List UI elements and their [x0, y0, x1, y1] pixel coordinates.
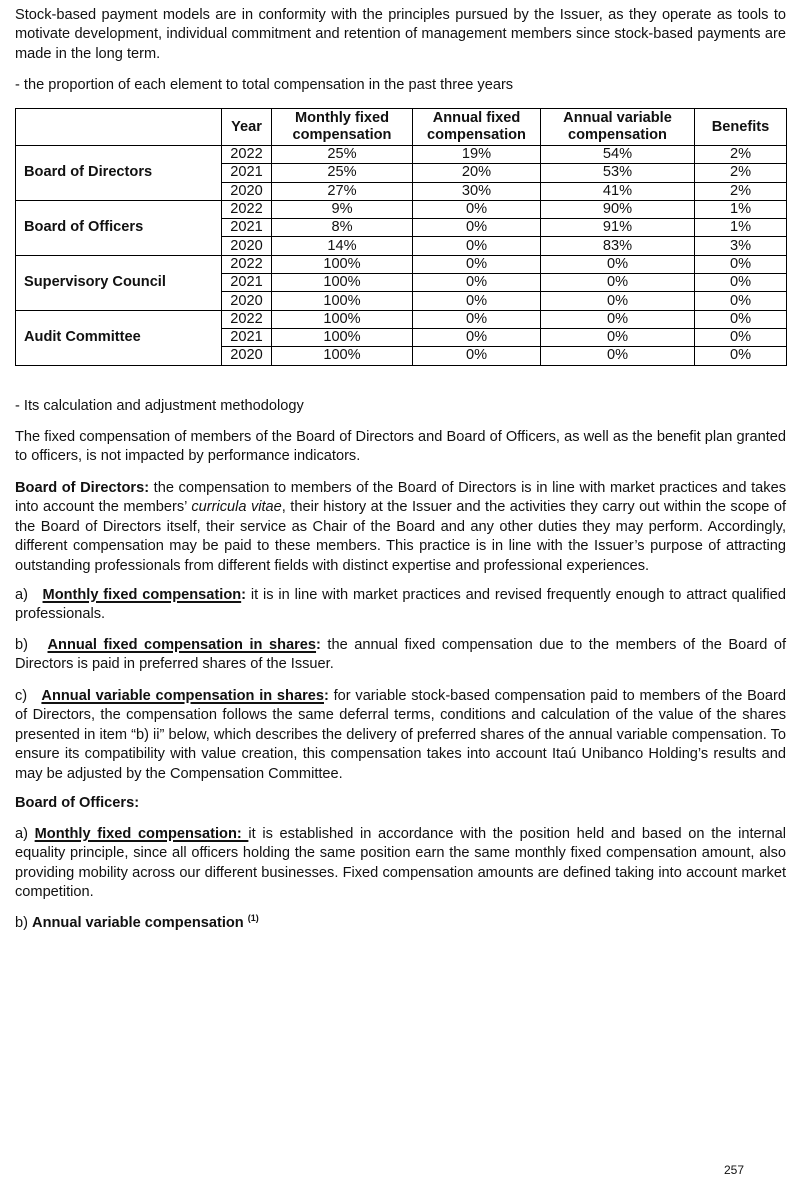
cell-benefits: 3%: [695, 237, 787, 255]
group-audit-committee: Audit Committee: [16, 310, 222, 365]
item-title: Monthly fixed compensation:: [34, 826, 249, 842]
cell-year: 2020: [222, 182, 272, 200]
directors-item-b: b) Annual fixed compensation in shares: the annual fixed compensation due to the members of the Board of Directors is paid in preferred shares of the Issuer.: [15, 637, 786, 673]
cell-annual-variable: 41%: [541, 182, 695, 200]
cell-benefits: 1%: [695, 219, 787, 237]
group-supervisory-council: Supervisory Council: [16, 255, 222, 310]
cell-year: 2022: [222, 146, 272, 164]
fixed-compensation-paragraph: The fixed compensation of members of the Board of Directors and Board of Officers, as well as the benefit plan granted to officers, is not impacted by performance indicators.: [15, 429, 786, 465]
board-of-officers-heading: Board of Officers:: [15, 795, 140, 811]
cell-annual-variable: 0%: [541, 328, 695, 346]
table-row: [16, 146, 787, 164]
cell-annual-fixed: 0%: [413, 310, 541, 328]
cell-year: 2020: [222, 347, 272, 365]
cell-year: 2021: [222, 274, 272, 292]
cell-annual-fixed: 0%: [413, 200, 541, 218]
cell-annual-fixed: 20%: [413, 164, 541, 182]
cell-benefits: 0%: [695, 328, 787, 346]
group-board-of-directors: Board of Directors: [16, 146, 222, 201]
header-benefits: Benefits: [695, 109, 787, 146]
table-header-row: [16, 109, 787, 146]
cell-year: 2021: [222, 164, 272, 182]
cell-monthly-fixed: 100%: [272, 328, 413, 346]
cell-year: 2021: [222, 328, 272, 346]
cell-annual-variable: 0%: [541, 255, 695, 273]
header-empty: [16, 109, 222, 146]
cell-benefits: 0%: [695, 255, 787, 273]
cell-annual-fixed: 0%: [413, 292, 541, 310]
cell-benefits: 2%: [695, 164, 787, 182]
cell-monthly-fixed: 8%: [272, 219, 413, 237]
cell-annual-fixed: 0%: [413, 274, 541, 292]
cell-annual-variable: 53%: [541, 164, 695, 182]
cell-annual-variable: 0%: [541, 310, 695, 328]
cell-benefits: 0%: [695, 310, 787, 328]
board-of-directors-label: Board of Directors:: [15, 480, 150, 496]
cell-monthly-fixed: 25%: [272, 164, 413, 182]
cell-annual-fixed: 0%: [413, 219, 541, 237]
cell-benefits: 2%: [695, 146, 787, 164]
cell-annual-fixed: 30%: [413, 182, 541, 200]
cell-annual-variable: 54%: [541, 146, 695, 164]
cell-monthly-fixed: 100%: [272, 274, 413, 292]
cell-monthly-fixed: 14%: [272, 237, 413, 255]
cell-benefits: 1%: [695, 200, 787, 218]
cell-year: 2022: [222, 255, 272, 273]
cell-annual-variable: 91%: [541, 219, 695, 237]
methodology-heading: - Its calculation and adjustment methodology: [15, 398, 304, 414]
cell-benefits: 0%: [695, 292, 787, 310]
cell-annual-fixed: 0%: [413, 237, 541, 255]
officers-item-b: b) Annual variable compensation $^{(1)}$: [15, 913, 259, 931]
cell-monthly-fixed: 100%: [272, 310, 413, 328]
cell-monthly-fixed: 25%: [272, 146, 413, 164]
item-title: Annual fixed compensation in shares: [47, 637, 317, 653]
cell-year: 2021: [222, 219, 272, 237]
table-row: [16, 310, 787, 328]
table-row: [16, 255, 787, 273]
proportion-heading: - the proportion of each element to total compensation in the past three years: [15, 77, 514, 93]
cell-annual-variable: 0%: [541, 347, 695, 365]
cell-benefits: 0%: [695, 274, 787, 292]
cell-annual-fixed: 0%: [413, 255, 541, 273]
cell-monthly-fixed: 100%: [272, 292, 413, 310]
item-title: Annual variable compensation: [32, 915, 244, 931]
item-title: Annual variable compensation in shares: [41, 688, 324, 704]
cell-year: 2022: [222, 310, 272, 328]
group-board-of-officers: Board of Officers: [16, 200, 222, 255]
header-annual-variable: Annual variable compensation: [541, 109, 695, 146]
cell-monthly-fixed: 100%: [272, 347, 413, 365]
header-year: Year: [222, 109, 272, 146]
cell-monthly-fixed: 9%: [272, 200, 413, 218]
cell-year: 2020: [222, 237, 272, 255]
cell-year: 2020: [222, 292, 272, 310]
compensation-proportion-table: [15, 108, 787, 366]
cell-annual-variable: 90%: [541, 200, 695, 218]
board-of-directors-paragraph: Board of Directors: the compensation to members of the Board of Directors is in line with market practices and takes into account the members’ curricula vitae, their history at the Issuer and the activities they carry out within the scope of the Board of Directors itself, their service as Chair of the Board and any other duties they may perform. Accordingly, different compensation may be paid to these members. This practice is in line with the Issuer’s purpose of attracting outstanding professionals from different fields with distinct expertise and professional experiences.: [15, 480, 787, 574]
cell-monthly-fixed: 27%: [272, 182, 413, 200]
cell-year: 2022: [222, 200, 272, 218]
cell-monthly-fixed: 100%: [272, 255, 413, 273]
cell-benefits: 2%: [695, 182, 787, 200]
directors-item-c: c) Annual variable compensation in shares: for variable stock-based compensation paid to members of the Board of Directors, the compensation follows the same deferral terms, conditions and calculation of the value of the shares presented in item “b) ii” below, which describes the delivery of preferred shares of the annual variable compensation. To ensure its compatibility with value creation, this compensation takes into account Itaú Unibanco Holding’s results and may be adjusted by the Compensation Committee.: [15, 688, 787, 782]
cell-annual-fixed: 19%: [413, 146, 541, 164]
cell-annual-variable: 0%: [541, 274, 695, 292]
cell-annual-fixed: 0%: [413, 328, 541, 346]
page-number: 257: [724, 1163, 745, 1177]
table-row: [16, 200, 787, 218]
officers-item-a: a) Monthly fixed compensation: it is established in accordance with the position held and based on the internal equality principle, since all officers holding the same position earn the same monthly fixed compensation amount, also providing mobility across our different businesses. Fixed compensation amounts are defined taking into account market competition.: [15, 826, 786, 901]
footnote-marker: (1): [247, 913, 259, 923]
item-title: Monthly fixed compensation: [42, 587, 242, 603]
cell-annual-variable: 0%: [541, 292, 695, 310]
cell-annual-fixed: 0%: [413, 347, 541, 365]
directors-item-a: a) Monthly fixed compensation: it is in line with market practices and revised frequently enough to attract qualified professionals.: [15, 587, 787, 623]
curricula-vitae: curricula vitae: [191, 499, 282, 516]
cell-benefits: 0%: [695, 347, 787, 365]
cell-annual-variable: 83%: [541, 237, 695, 255]
header-annual-fixed: Annual fixed compensation: [413, 109, 541, 146]
intro-paragraph: Stock-based payment models are in conformity with the principles pursued by the Issuer, as they operate as tools to motivate development, individual commitment and retention of management members since stock-based payments are made in the long term.: [15, 7, 786, 62]
header-monthly-fixed: Monthly fixed compensation: [272, 109, 413, 146]
